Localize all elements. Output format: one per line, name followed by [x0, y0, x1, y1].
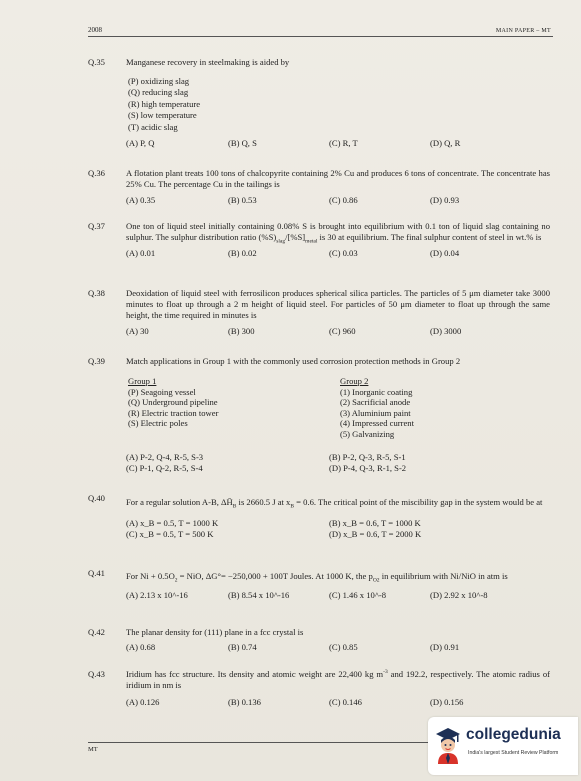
option-c: (C) 0.146: [329, 697, 362, 707]
option-b: (B) x_B = 0.6, T = 1000 K: [329, 518, 421, 528]
subscript: O2: [372, 577, 380, 584]
question-text: Manganese recovery in steelmaking is aided by: [126, 57, 290, 67]
list-item: (P) Seagoing vessel: [128, 386, 196, 397]
brand-name: collegedunia: [466, 726, 561, 743]
option-b: (B) 0.136: [228, 697, 261, 707]
header-rule: [88, 36, 553, 37]
option-c: (C) x_B = 0.5, T = 500 K: [126, 529, 214, 539]
question-number: Q.36: [88, 168, 105, 178]
question-text: [126, 497, 550, 508]
option-a: (A) 0.68: [126, 642, 156, 652]
question-number: Q.41: [88, 568, 105, 578]
question-number: Q.37: [88, 221, 105, 231]
question-number: Q.35: [88, 57, 105, 67]
option-a: (A) 2.13 x 10^-16: [126, 590, 188, 600]
list-item: (P) oxidizing slag: [128, 76, 190, 86]
list-item: (T) acidic slag: [128, 121, 178, 132]
option-a: (A) x_B = 0.5, T = 1000 K: [126, 518, 219, 528]
option-b: (B) P-2, Q-3, R-5, S-1: [329, 452, 406, 462]
options-row: [126, 642, 550, 654]
list-item: (R) Electric traction tower: [128, 407, 219, 418]
group-2-title: Group 2: [340, 376, 369, 386]
question-text-part: is 30 at equilibrium. The final sulphur content of steel in wt.% is: [317, 232, 542, 242]
option-d: (D) 0.91: [430, 642, 460, 652]
option-b: (B) 0.53: [228, 195, 257, 205]
options-row: [126, 248, 550, 260]
option-c: (C) R, T: [329, 138, 358, 149]
question-text: The planar density for (111) plane in a fcc crystal is: [126, 627, 304, 637]
question-number: Q.38: [88, 288, 105, 298]
superscript: -3: [383, 669, 388, 676]
match-groups: [126, 376, 550, 442]
question-number: Q.42: [88, 627, 105, 637]
item-list: [128, 76, 550, 133]
subscript: B: [290, 503, 295, 510]
subscript: slag: [276, 238, 286, 245]
option-d: (D) 2.92 x 10^-8: [430, 590, 488, 600]
options-row: [126, 138, 550, 150]
options-grid: [126, 518, 550, 542]
list-item: (Q) Underground pipeline: [128, 397, 218, 408]
group-1-title: Group 1: [128, 376, 157, 386]
option-d: (D) 0.04: [430, 248, 460, 258]
list-item: (S) low temperature: [128, 110, 197, 121]
option-a: (A) 0.126: [126, 697, 160, 707]
option-c: (C) 0.03: [329, 248, 358, 258]
list-item: (3) Aluminium paint: [340, 407, 411, 418]
question-text-part: and 192.2, respectively. The atomic radius of iridium in nm is: [126, 669, 550, 690]
option-d: (D) 0.156: [430, 697, 464, 707]
question-text-part: For a regular solution A-B, ΔH̄: [126, 497, 233, 507]
graduate-logo-icon: [434, 725, 462, 765]
subscript: 2: [174, 577, 178, 584]
list-item: (S) Electric poles: [128, 418, 188, 429]
options-row: [126, 697, 550, 709]
header-paper: MAIN PAPER – MT: [495, 28, 551, 34]
list-item: (2) Sacrificial anode: [340, 397, 411, 408]
question-text: [126, 571, 550, 582]
list-item: (5) Galvanizing: [340, 428, 395, 439]
list-item: (Q) reducing slag: [128, 87, 189, 98]
question-text-part: Iridium has fcc structure. Its density and atomic weight are 22,400 kg m: [126, 669, 384, 679]
options-grid: [126, 452, 550, 476]
option-b: (B) 0.74: [228, 642, 257, 652]
option-c: (C) P-1, Q-2, R-5, S-4: [126, 463, 203, 473]
group-2: [340, 376, 414, 440]
question-number: Q.43: [88, 669, 105, 679]
option-c: (C) 960: [329, 326, 356, 336]
question-text-part: = NiO, ΔG°= −250,000 + 100T Joules. At 1000 K, the p: [177, 571, 373, 581]
option-a: (A) P, Q: [126, 138, 155, 149]
option-c: (C) 0.85: [329, 642, 358, 652]
option-a: (A) P-2, Q-4, R-5, S-3: [126, 452, 204, 462]
options-row: [126, 195, 550, 207]
question-text-part: = 0.6. The critical point of the miscibility gap in the system would be at: [294, 497, 543, 507]
header-year: 2008: [88, 26, 102, 34]
question-number: Q.40: [88, 493, 105, 503]
question-number: Q.39: [88, 356, 105, 366]
option-d: (D) 3000: [430, 326, 462, 336]
question-text: Deoxidation of liquid steel with ferrosilicon produces spherical silica particles. The particles of 5 μm diameter take 3000 minutes to float up through a 2 m height of liquid steel. For particles of 50 μm diameter to float up through the same height, the time required in minutes is: [126, 288, 550, 320]
options-row: [126, 326, 550, 338]
option-b: (B) 300: [228, 326, 255, 336]
list-item: (4) Impressed current: [340, 418, 414, 429]
collegedunia-badge[interactable]: [428, 717, 578, 775]
option-d: (D) P-4, Q-3, R-1, S-2: [329, 463, 407, 473]
question-text-part: One ton of liquid steel initially containing 0.08% S is brought into equilibrium with 0.1 ton of liquid slag containing no sulphur. The sulphur distribution ratio (%S): [126, 221, 550, 242]
question-text: A flotation plant treats 100 tons of chalcopyrite containing 2% Cu and produces 6 tons of concentrate. The concentrate has 25% Cu. The percentage Cu in the tailings is: [126, 168, 550, 189]
option-d: (D) Q, R: [430, 138, 461, 149]
brand-tagline: India's largest Student Review Platform: [468, 750, 559, 756]
option-b: (B) 0.02: [228, 248, 257, 258]
option-b: (B) Q, S: [228, 138, 257, 149]
subscript: metal: [305, 238, 318, 245]
option-a: (A) 30: [126, 326, 149, 336]
option-c: (C) 1.46 x 10^-8: [329, 590, 387, 600]
question-text-part: /[%S]: [285, 232, 306, 242]
option-d: (D) x_B = 0.6, T = 2000 K: [329, 529, 422, 539]
subscript: B: [232, 503, 237, 510]
list-item: (R) high temperature: [128, 98, 201, 109]
list-item: (1) Inorganic coating: [340, 386, 413, 397]
group-1: [128, 376, 218, 429]
option-d: (D) 0.93: [430, 195, 460, 205]
question-text: [126, 221, 550, 243]
question-text: [126, 669, 550, 691]
question-text-part: For Ni + 0.5O: [126, 571, 175, 581]
option-a: (A) 0.01: [126, 248, 156, 258]
footer-code: MT: [88, 746, 98, 753]
option-b: (B) 8.54 x 10^-16: [228, 590, 290, 600]
question-text-part: is 2660.5 J at x: [236, 497, 291, 507]
question-text: Match applications in Group 1 with the commonly used corrosion protection methods in Group 2: [126, 356, 461, 366]
question-text-part: in equilibrium with Ni/NiO in atm is: [379, 571, 508, 581]
option-c: (C) 0.86: [329, 195, 358, 205]
options-row: [126, 590, 550, 602]
option-a: (A) 0.35: [126, 195, 156, 205]
